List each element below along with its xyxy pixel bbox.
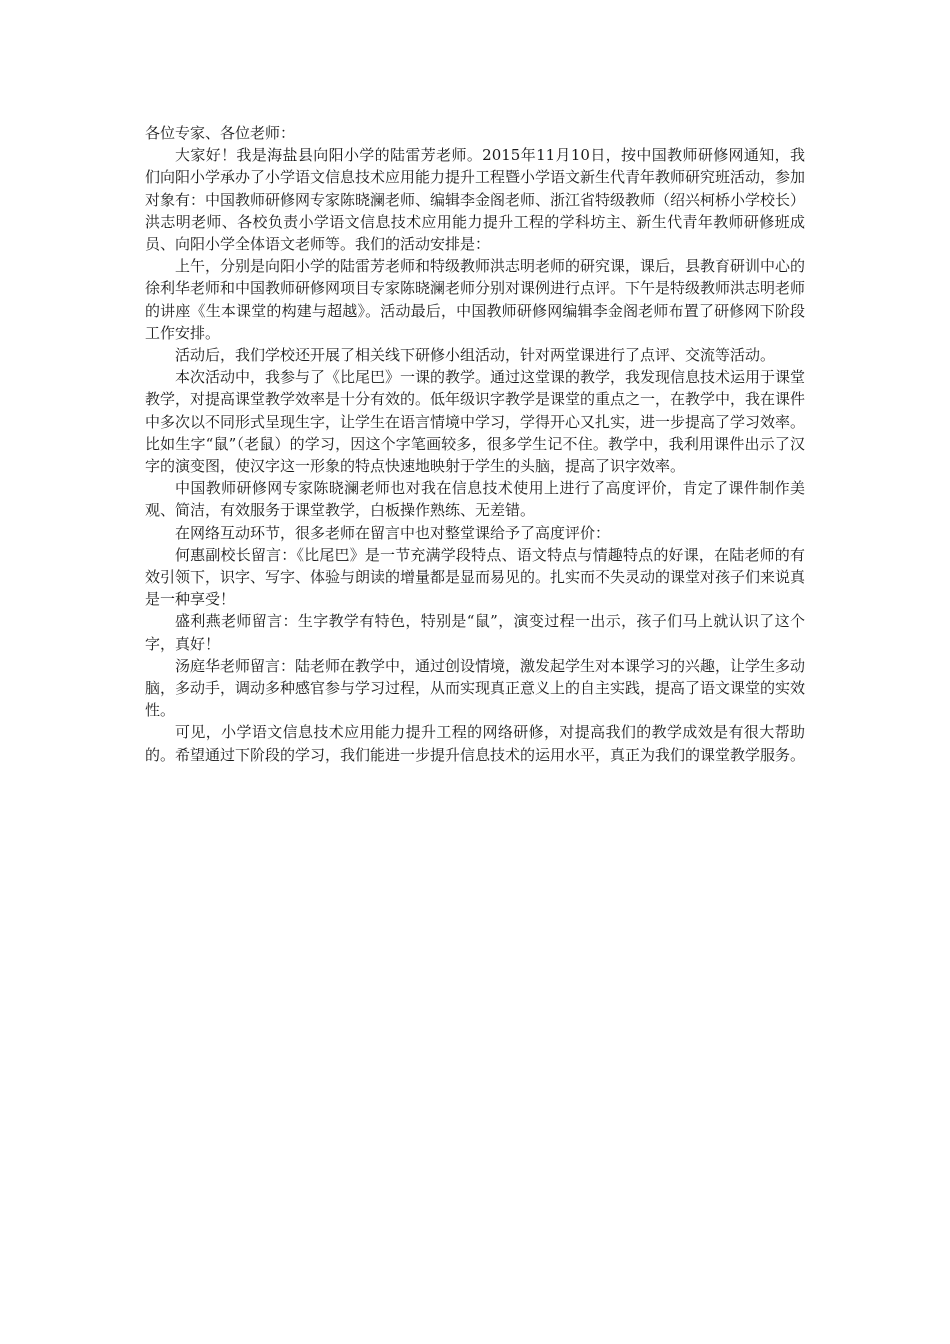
paragraph-greeting: 大家好！我是海盐县向阳小学的陆雷芳老师。2015年11月10日，按中国教师研修网通知，我们向阳小学承办了小学语文信息技术应用能力提升工程暨小学语文新生代青年教师研究班活动，参加对象有：中国教师研修网专家陈晓澜老师、编辑李金阁老师、浙江省特级教师（绍兴柯桥小学校长）洪志明老师、各校负责小学语文信息技术应用能力提升工程的学科坊主、新生代青年教师研修班成员、向阳小学全体语文老师等。我们的活动安排是： — [145, 146, 806, 254]
paragraph-online-interaction: 在网络互动环节，很多老师在留言中也对整堂课给予了高度评价： — [175, 523, 611, 542]
paragraph-comment-sheng: 盛利燕老师留言：生字教学有特色，特别是“鼠”，演变过程一出示，孩子们马上就认识了这个字，真好！ — [145, 612, 805, 653]
paragraph-schedule: 上午，分别是向阳小学的陆雷芳老师和特级教师洪志明老师的研究课，课后，县教育研训中心的徐利华老师和中国教师研修网项目专家陈晓澜老师分别对课例进行点评。下午是特级教师洪志明老师的讲座《生本课堂的构建与超越》。活动最后，中国教师研修网编辑李金阁老师布置了研修网下阶段工作安排。 — [145, 257, 806, 342]
paragraph-followup: 活动后，我们学校还开展了相关线下研修小组活动，针对两堂课进行了点评、交流等活动。 — [175, 346, 776, 365]
salutation: 各位专家、各位老师： — [145, 124, 296, 142]
paragraph-expert-review: 中国教师研修网专家陈晓澜老师也对我在信息技术使用上进行了高度评价，肯定了课件制作美观、简洁，有效服务于课堂教学，白板操作熟练、无差错。 — [145, 479, 805, 520]
paragraph-comment-he: 何惠副校长留言：《比尾巴》是一节充满学段特点、语文特点与情趣特点的好课，在陆老师的有效引领下，识字、写字、体验与朗读的增量都是显而易见的。扎实而不失灵动的课堂对孩子们来说真是一种享受！ — [145, 545, 806, 609]
paragraph-teaching-reflection: 本次活动中，我参与了《比尾巴》一课的教学。通过这堂课的教学，我发现信息技术运用于课堂教学，对提高课堂教学效率是十分有效的。低年级识字教学是课堂的重点之一，在教学中，我在课件中多次以不同形式呈现生字，让学生在语言情境中学习，学得开心又扎实，进一步提高了学习效率。比如生字“鼠”（老鼠）的学习，因这个字笔画较多，很多学生记不住。教学中，我利用课件出示了汉字的演变图，使汉字这一形象的特点快速地映射于学生的头脑，提高了识字效率。 — [145, 368, 806, 476]
paragraph-comment-tang: 汤庭华老师留言：陆老师在教学中，通过创设情境，激发起学生对本课学习的兴趣，让学生多动脑，多动手，调动多种感官参与学习过程，从而实现真正意义上的自主实践，提高了语文课堂的实效性。 — [145, 656, 806, 720]
document-body — [145, 122, 805, 766]
paragraph-conclusion: 可见，小学语文信息技术应用能力提升工程的网络研修，对提高我们的教学成效是有很大帮助的。希望通过下阶段的学习，我们能进一步提升信息技术的运用水平，真正为我们的课堂教学服务。 — [145, 723, 806, 764]
